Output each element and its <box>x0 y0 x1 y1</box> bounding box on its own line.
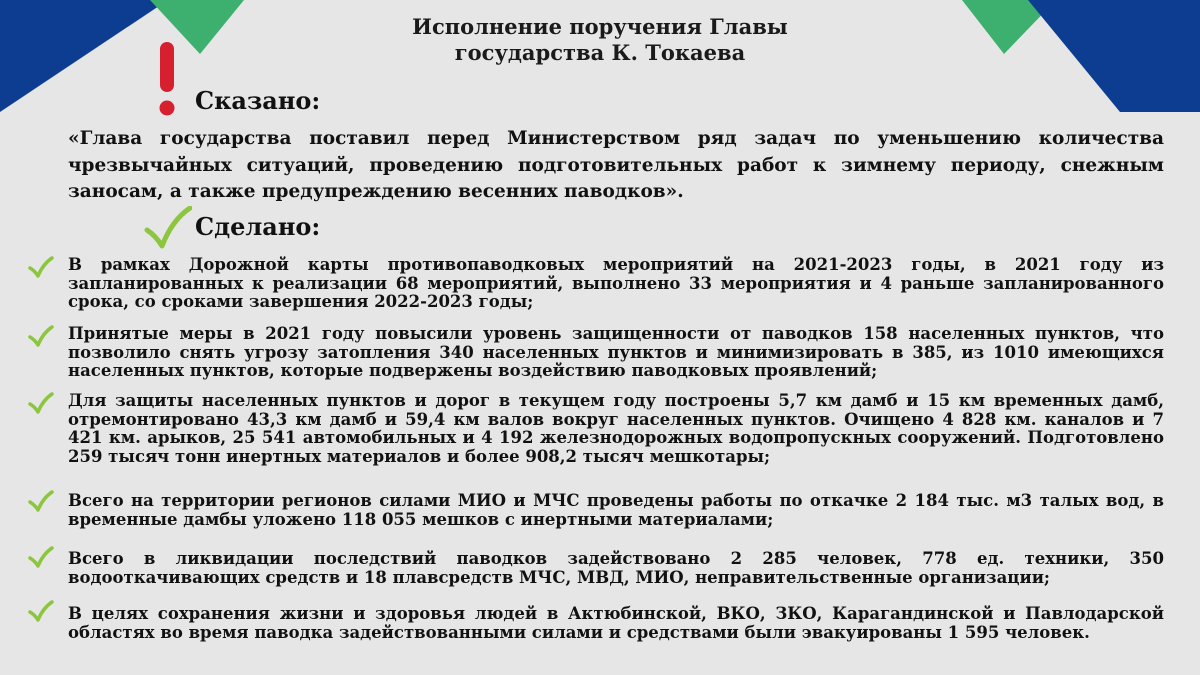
exclamation-icon <box>156 42 180 118</box>
check-icon <box>28 325 54 347</box>
title-line-2: государства К. Токаева <box>454 40 746 65</box>
check-icon <box>28 256 54 278</box>
done-item-3: Для защиты населенных пунктов и дорог в текущем году построены 5,7 км дамб и 15 км временных дамб, отремонтировано 43,3 км дамб и 59,4 км валов вокруг населенных пунктов. Очищено 4 828 км. каналов и 7 421 км. арыков, 25 541 автомобильных и 4 192 железнодорожных водопропускных сооружений. Подготовлено 259 тысяч тонн инертных материалов и более 908,2 тысяч мешкотары; <box>68 391 1164 466</box>
check-icon <box>28 546 54 568</box>
said-heading: Сказано: <box>195 86 321 115</box>
check-icon <box>28 490 54 512</box>
done-item-4: Всего на территории регионов силами МИО и МЧС проведены работы по откачке 2 184 тыс. м3 талых вод, в временные дамбы уложено 118 055 мешков с инертными материалами; <box>68 491 1164 529</box>
page-title <box>0 14 1200 66</box>
done-item-1: В рамках Дорожной карты противопаводковых мероприятий на 2021-2023 годы, в 2021 году из запланированных к реализации 68 мероприятий, выполнено 33 мероприятия и 4 раньше запланированного срока, со сроками завершения 2022-2023 годы; <box>68 255 1164 311</box>
done-item-5: Всего в ликвидации последствий паводков задействовано 2 285 человек, 778 ед. техники, 350 водооткачивающих средств и 18 плавсредств МЧС, МВД, МИО, неправительственные организации; <box>68 549 1164 587</box>
done-item-2: Принятые меры в 2021 году повысили уровень защищенности от паводков 158 населенных пунктов, что позволило снять угрозу затопления 340 населенных пунктов и минимизировать в 385, из 1010 имеющихся населенных пунктов, которые подвержены воздействию паводковых проявлений; <box>68 324 1164 380</box>
title-line-1: Исполнение поручения Главы <box>412 14 788 39</box>
large-check-icon <box>144 206 192 250</box>
check-icon <box>28 392 54 414</box>
done-heading: Сделано: <box>195 212 321 241</box>
check-icon <box>28 600 54 622</box>
done-item-6: В целях сохранения жизни и здоровья людей в Актюбинской, ВКО, ЗКО, Карагандинской и Павлодарской областях во время паводка задействованными силами и средствами были эвакуированы 1 595 человек. <box>68 604 1164 642</box>
said-quote: «Глава государства поставил перед Министерством ряд задач по уменьшению количества чрезвычайных ситуаций, проведению подготовительных работ к зимнему периоду, снежным заносам, а также предупреждению весенних паводков». <box>68 128 1164 202</box>
